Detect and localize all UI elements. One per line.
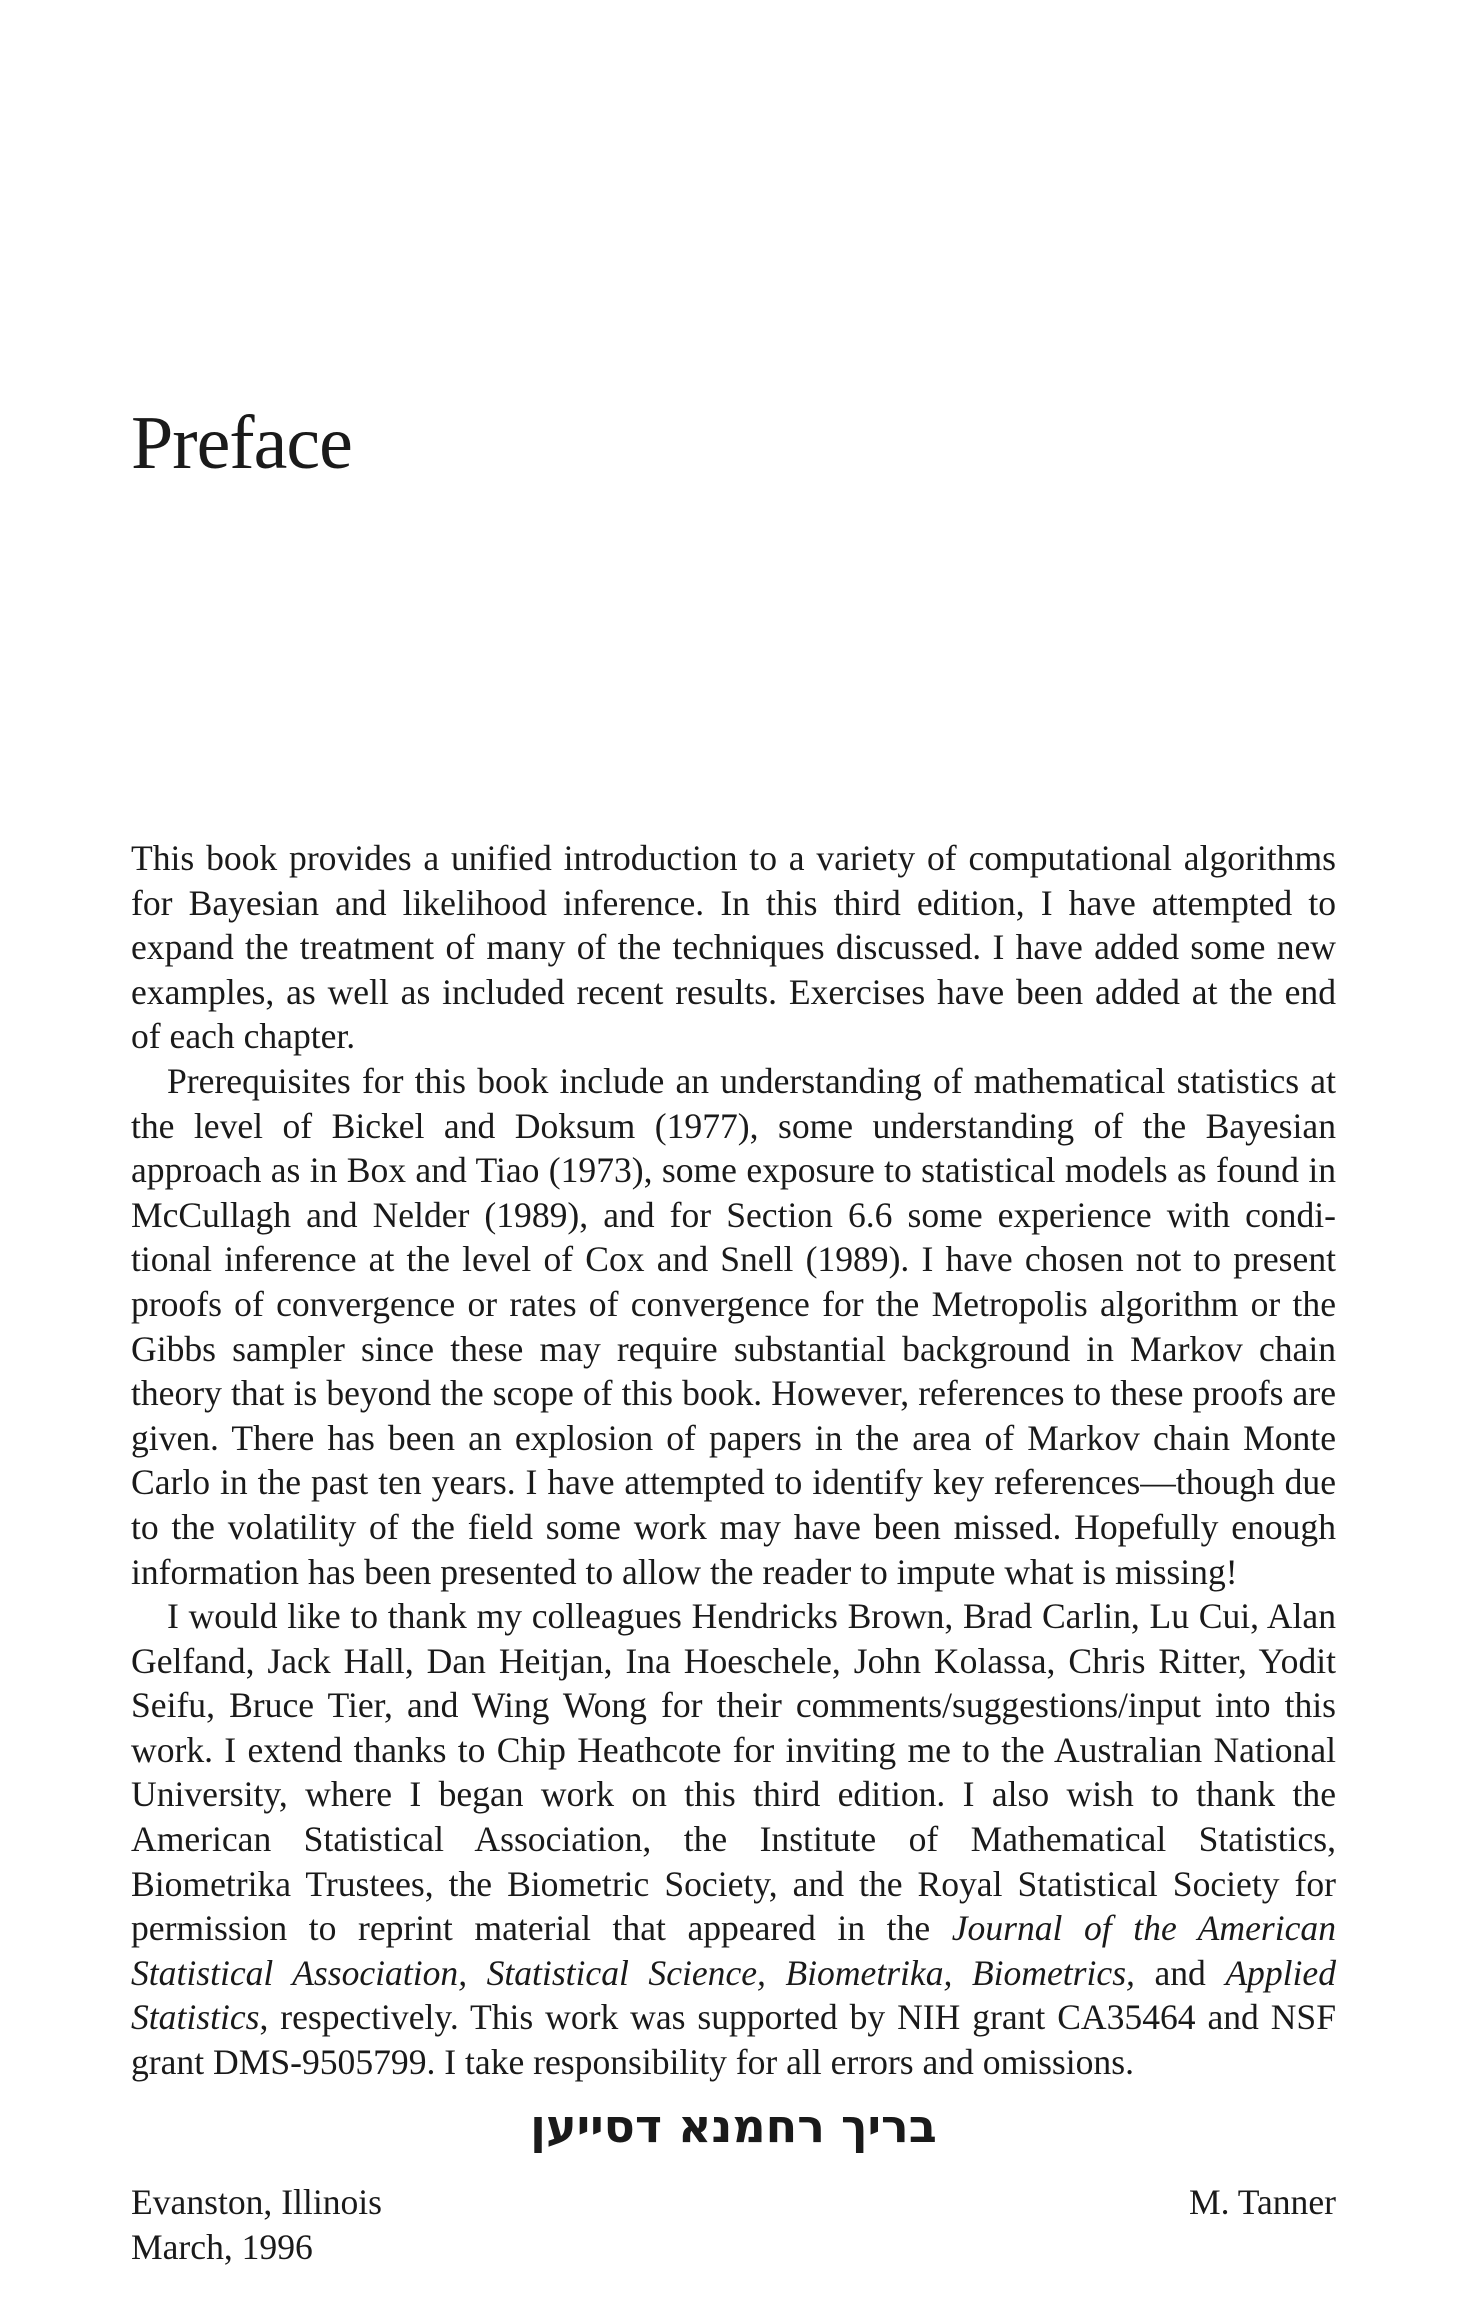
journal-names: Journal of the American Statistical Association, Statistical Science, Biometrika, Biometrics,	[131, 1908, 1336, 1993]
place-and-date	[131, 2180, 382, 2269]
author-signature: M. Tanner	[1188, 2182, 1336, 2222]
preface-body	[131, 836, 1336, 2085]
hebrew-blessing: בריך רחמנא דסייען	[530, 2099, 937, 2153]
acknowledgements-closing: , respectively. This work was supported by NIH grant CA35464 and NSF grant DMS-9505799. I take responsibility for all errors and omissions.	[131, 1997, 1336, 2083]
paragraph-acknowledgements	[131, 1594, 1336, 2085]
journal-conjunction: and	[1134, 1952, 1226, 1993]
paragraph-prerequisites: Prerequisites for this book include an understanding of mathematical statistics at the level of Bickel and Doksum (1977), some understanding of the Bayesian approach as in Box and Tiao (1973), some exposure to statistical models as found in McCullagh and Nelder (1989), and for Section 6.6 some experience with conditional inference at the level of Cox and Snell (1989). I have chosen not to present proofs of convergence or rates of convergence for the Metropolis algorithm or the Gibbs sampler since these may require substantial background in Markov chain theory that is beyond the scope of this book. However, references to these proofs are given. There has been an explosion of papers in the area of Markov chain Monte Carlo in the past ten years. I have attempted to identify key references—though due to the volatility of the field some work may have been missed. Hopefully enough information has been presented to allow the reader to impute what is missing!	[131, 1060, 1336, 1592]
place-city: Evanston, Illinois	[131, 2182, 383, 2222]
paragraph-introduction: This book provides a unified introduction to a variety of computational algorithms for Bayesian and likelihood inference. In this third edition, I have attempted to expand the treatment of many of the techniques discussed. I have added some new examples, as well as included recent results. Exercises have been added at the end of each chapter.	[131, 838, 1336, 1057]
page-title: Preface	[131, 401, 352, 485]
journal-name-last: Applied Statistics	[131, 1952, 1336, 2038]
place-date: March, 1996	[131, 2226, 313, 2267]
acknowledgements-text: I would like to thank my colleagues Hendricks Brown, Brad Carlin, Lu Cui, Alan Gelfand, Jack Hall, Dan Heitjan, Ina Hoeschele, John Kolassa, Chris Ritter, Yodit Seifu, Bruce Tier, and Wing Wong for their comments/suggestions/input into this work. I extend thanks to Chip Heathcote for inviting me to the Australian National University, where I began work on this third edition. I also wish to thank the American Statistical Association, the Institute of Mathematical Statistics, Biometrika Trustees, the Biometric Society, and the Royal Statistical Society for permission to reprint material that appeared in the	[131, 1596, 1336, 1949]
